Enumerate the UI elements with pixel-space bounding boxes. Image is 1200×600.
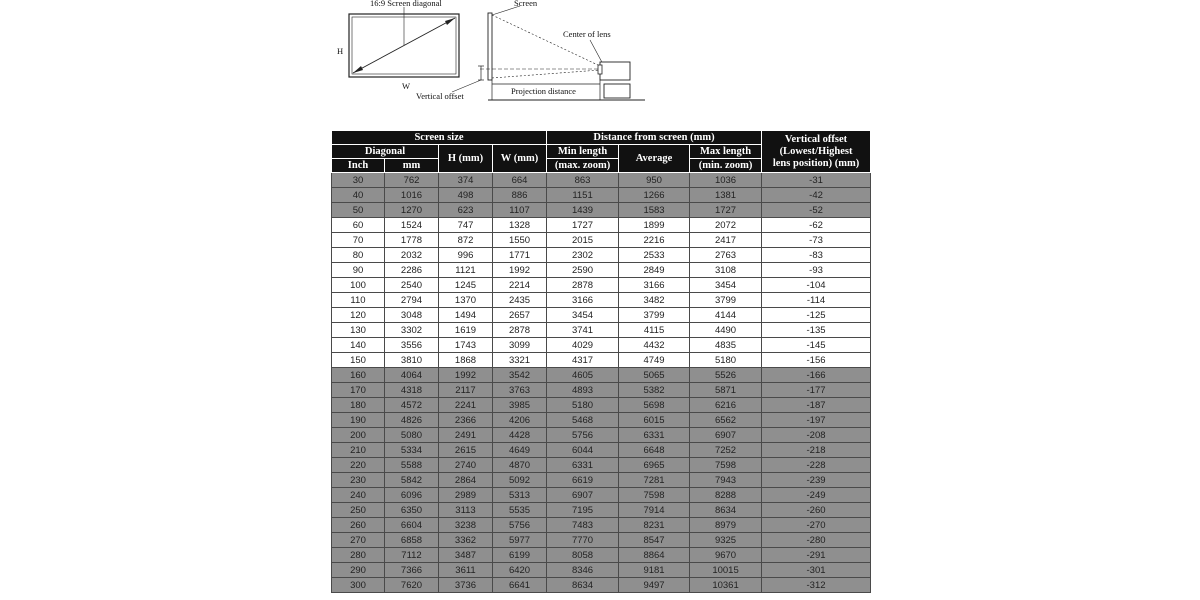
vertical-offset-cell: -249 — [762, 488, 871, 503]
table-row — [332, 323, 871, 338]
inch-cell: 40 — [332, 188, 385, 203]
h-mm-cell: 2989 — [439, 488, 493, 503]
h-mm-cell: 3736 — [439, 578, 493, 593]
vertical-offset-cell: -42 — [762, 188, 871, 203]
w-mm-cell: 3542 — [493, 368, 547, 383]
table-row — [332, 473, 871, 488]
min-length-cell: 6619 — [547, 473, 619, 488]
vertical-offset-cell: -135 — [762, 323, 871, 338]
min-zoom-header: (min. zoom) — [690, 159, 762, 173]
inch-cell: 100 — [332, 278, 385, 293]
h-mm-cell: 3487 — [439, 548, 493, 563]
vertical-offset-cell: -197 — [762, 413, 871, 428]
mm-cell: 2794 — [385, 293, 439, 308]
inch-cell: 70 — [332, 233, 385, 248]
h-mm-cell: 2491 — [439, 428, 493, 443]
table-row — [332, 458, 871, 473]
mm-cell: 1016 — [385, 188, 439, 203]
table-row — [332, 368, 871, 383]
vertical-offset-cell: -228 — [762, 458, 871, 473]
w-mm-cell: 5756 — [493, 518, 547, 533]
inch-cell: 270 — [332, 533, 385, 548]
mm-cell: 2286 — [385, 263, 439, 278]
vertical-offset-cell: -62 — [762, 218, 871, 233]
w-mm-cell: 886 — [493, 188, 547, 203]
screen-diagonal-label: 16:9 Screen diagonal — [370, 0, 442, 8]
max-length-cell: 6562 — [690, 413, 762, 428]
inch-cell: 230 — [332, 473, 385, 488]
max-length-cell: 8288 — [690, 488, 762, 503]
h-mm-cell: 374 — [439, 173, 493, 188]
vertical-offset-cell: -114 — [762, 293, 871, 308]
max-length-cell: 1727 — [690, 203, 762, 218]
max-zoom-header: (max. zoom) — [547, 159, 619, 173]
average-cell: 6965 — [619, 458, 690, 473]
vertical-offset-cell: -93 — [762, 263, 871, 278]
mm-cell: 3810 — [385, 353, 439, 368]
w-mm-cell: 6641 — [493, 578, 547, 593]
inch-cell: 200 — [332, 428, 385, 443]
beam-top — [492, 15, 600, 66]
projector-stand — [604, 84, 630, 98]
table-row — [332, 533, 871, 548]
w-mm-cell: 664 — [493, 173, 547, 188]
w-mm-cell: 1328 — [493, 218, 547, 233]
average-cell: 4432 — [619, 338, 690, 353]
projector-lens — [598, 65, 602, 74]
inch-cell: 80 — [332, 248, 385, 263]
beam-bottom — [492, 70, 600, 78]
inch-cell: 180 — [332, 398, 385, 413]
vertical-offset-header — [762, 131, 871, 173]
max-length-cell: 3108 — [690, 263, 762, 278]
inch-cell: 250 — [332, 503, 385, 518]
mm-cell: 5588 — [385, 458, 439, 473]
screen-size-header: Screen size — [332, 131, 547, 145]
h-mm-cell: 3362 — [439, 533, 493, 548]
mm-cell: 6096 — [385, 488, 439, 503]
vertical-offset-cell: -280 — [762, 533, 871, 548]
max-length-cell: 1036 — [690, 173, 762, 188]
mm-cell: 5080 — [385, 428, 439, 443]
table-row — [332, 188, 871, 203]
table-row — [332, 338, 871, 353]
vertical-offset-cell: -104 — [762, 278, 871, 293]
h-mm-cell: 2117 — [439, 383, 493, 398]
vertical-offset-cell: -83 — [762, 248, 871, 263]
table-row — [332, 443, 871, 458]
inch-cell: 170 — [332, 383, 385, 398]
inch-cell: 110 — [332, 293, 385, 308]
h-mm-cell: 1494 — [439, 308, 493, 323]
projector-body — [600, 62, 630, 80]
h-mm-cell: 2864 — [439, 473, 493, 488]
average-cell: 2849 — [619, 263, 690, 278]
table-row — [332, 383, 871, 398]
h-mm-cell: 2366 — [439, 413, 493, 428]
projection-distance-label: Projection distance — [511, 86, 576, 96]
mm-cell: 7366 — [385, 563, 439, 578]
average-cell: 5698 — [619, 398, 690, 413]
min-length-cell: 6044 — [547, 443, 619, 458]
w-mm-header: W (mm) — [493, 145, 547, 173]
vertical-offset-cell: -166 — [762, 368, 871, 383]
average-cell: 9497 — [619, 578, 690, 593]
max-length-cell: 9670 — [690, 548, 762, 563]
vertical-offset-label: Vertical offset — [416, 91, 464, 101]
table-row — [332, 248, 871, 263]
average-cell: 8231 — [619, 518, 690, 533]
max-length-cell: 2417 — [690, 233, 762, 248]
vertical-offset-cell: -218 — [762, 443, 871, 458]
inch-cell: 50 — [332, 203, 385, 218]
screen-label: Screen — [514, 0, 538, 8]
inch-cell: 90 — [332, 263, 385, 278]
mm-cell: 1778 — [385, 233, 439, 248]
h-mm-cell: 872 — [439, 233, 493, 248]
table-row — [332, 518, 871, 533]
average-cell: 4115 — [619, 323, 690, 338]
mm-cell: 1270 — [385, 203, 439, 218]
w-mm-cell: 3321 — [493, 353, 547, 368]
max-length-cell: 9325 — [690, 533, 762, 548]
w-mm-cell: 5977 — [493, 533, 547, 548]
min-length-cell: 8634 — [547, 578, 619, 593]
h-mm-cell: 1743 — [439, 338, 493, 353]
min-length-cell: 3454 — [547, 308, 619, 323]
min-length-cell: 8346 — [547, 563, 619, 578]
max-length-cell: 8979 — [690, 518, 762, 533]
max-length-cell: 8634 — [690, 503, 762, 518]
vertical-offset-cell: -125 — [762, 308, 871, 323]
inch-cell: 280 — [332, 548, 385, 563]
h-mm-cell: 3113 — [439, 503, 493, 518]
w-mm-cell: 5535 — [493, 503, 547, 518]
mm-cell: 6604 — [385, 518, 439, 533]
table-row — [332, 548, 871, 563]
mm-cell: 2032 — [385, 248, 439, 263]
vertical-offset-cell: -301 — [762, 563, 871, 578]
w-mm-cell: 1550 — [493, 233, 547, 248]
vertical-offset-cell: -270 — [762, 518, 871, 533]
h-mm-cell: 747 — [439, 218, 493, 233]
inch-cell: 120 — [332, 308, 385, 323]
projection-diagram — [0, 0, 660, 112]
inch-cell: 150 — [332, 353, 385, 368]
max-length-cell: 3799 — [690, 293, 762, 308]
vertical-offset-cell: -52 — [762, 203, 871, 218]
mm-cell: 5842 — [385, 473, 439, 488]
average-cell: 3166 — [619, 278, 690, 293]
inch-cell: 140 — [332, 338, 385, 353]
min-length-cell: 5756 — [547, 428, 619, 443]
min-length-cell: 4317 — [547, 353, 619, 368]
min-length-cell: 4605 — [547, 368, 619, 383]
table-row — [332, 503, 871, 518]
vertical-offset-cell: -156 — [762, 353, 871, 368]
height-label: H — [337, 46, 344, 56]
average-cell: 9181 — [619, 563, 690, 578]
h-mm-cell: 3238 — [439, 518, 493, 533]
width-label: W — [402, 81, 411, 91]
average-cell: 3799 — [619, 308, 690, 323]
vertical-offset-cell: -312 — [762, 578, 871, 593]
min-length-cell: 7483 — [547, 518, 619, 533]
w-mm-cell: 3985 — [493, 398, 547, 413]
min-length-cell: 5180 — [547, 398, 619, 413]
vertical-offset-cell: -239 — [762, 473, 871, 488]
max-length-cell: 2072 — [690, 218, 762, 233]
mm-cell: 4064 — [385, 368, 439, 383]
table-row — [332, 413, 871, 428]
inch-cell: 300 — [332, 578, 385, 593]
min-length-cell: 1151 — [547, 188, 619, 203]
mm-cell: 4572 — [385, 398, 439, 413]
table-row — [332, 563, 871, 578]
inch-cell: 220 — [332, 458, 385, 473]
w-mm-cell: 4649 — [493, 443, 547, 458]
h-mm-cell: 498 — [439, 188, 493, 203]
h-mm-cell: 623 — [439, 203, 493, 218]
average-cell: 6015 — [619, 413, 690, 428]
inch-cell: 290 — [332, 563, 385, 578]
average-cell: 2533 — [619, 248, 690, 263]
mm-cell: 7112 — [385, 548, 439, 563]
w-mm-cell: 4428 — [493, 428, 547, 443]
h-mm-cell: 3611 — [439, 563, 493, 578]
h-mm-cell: 2241 — [439, 398, 493, 413]
max-length-cell: 5526 — [690, 368, 762, 383]
inch-cell: 160 — [332, 368, 385, 383]
average-cell: 1899 — [619, 218, 690, 233]
vertical-offset-cell: -31 — [762, 173, 871, 188]
inch-cell: 60 — [332, 218, 385, 233]
inch-cell: 190 — [332, 413, 385, 428]
mm-cell: 2540 — [385, 278, 439, 293]
mm-cell: 4318 — [385, 383, 439, 398]
min-length-header: Min length — [547, 145, 619, 159]
vertical-offset-line-2: (Lowest/Highest — [779, 145, 853, 157]
table-row — [332, 293, 871, 308]
w-mm-cell: 2435 — [493, 293, 547, 308]
max-length-cell: 10361 — [690, 578, 762, 593]
mm-cell: 6858 — [385, 533, 439, 548]
table-row — [332, 278, 871, 293]
vertical-offset-line-3: lens position) (mm) — [772, 157, 860, 169]
mm-cell: 3048 — [385, 308, 439, 323]
average-cell: 4749 — [619, 353, 690, 368]
average-cell: 1266 — [619, 188, 690, 203]
diagonal-arrowhead-top — [445, 18, 455, 25]
w-mm-cell: 2214 — [493, 278, 547, 293]
min-length-cell: 4029 — [547, 338, 619, 353]
min-length-cell: 2590 — [547, 263, 619, 278]
max-length-cell: 6907 — [690, 428, 762, 443]
projection-spec-table — [331, 130, 871, 593]
min-length-cell: 3741 — [547, 323, 619, 338]
mm-header: mm — [385, 159, 439, 173]
table-row — [332, 308, 871, 323]
table-row — [332, 488, 871, 503]
min-length-cell: 2878 — [547, 278, 619, 293]
vertical-offset-line-1: Vertical offset — [784, 133, 848, 145]
max-length-header: Max length — [690, 145, 762, 159]
inch-cell: 210 — [332, 443, 385, 458]
h-mm-cell: 1992 — [439, 368, 493, 383]
average-cell: 8547 — [619, 533, 690, 548]
distance-header: Distance from screen (mm) — [547, 131, 762, 145]
inch-cell: 240 — [332, 488, 385, 503]
vertical-offset-cell: -260 — [762, 503, 871, 518]
inch-cell: 260 — [332, 518, 385, 533]
average-cell: 950 — [619, 173, 690, 188]
diagonal-arrowhead-bottom — [353, 66, 363, 73]
max-length-cell: 6216 — [690, 398, 762, 413]
min-length-cell: 1439 — [547, 203, 619, 218]
table-row — [332, 203, 871, 218]
w-mm-cell: 5092 — [493, 473, 547, 488]
average-cell: 5382 — [619, 383, 690, 398]
w-mm-cell: 6420 — [493, 563, 547, 578]
max-length-cell: 5180 — [690, 353, 762, 368]
h-mm-cell: 1370 — [439, 293, 493, 308]
table-row — [332, 263, 871, 278]
w-mm-cell: 4870 — [493, 458, 547, 473]
average-cell: 1583 — [619, 203, 690, 218]
table-row — [332, 353, 871, 368]
max-length-cell: 7598 — [690, 458, 762, 473]
vertical-offset-cell: -187 — [762, 398, 871, 413]
w-mm-cell: 6199 — [493, 548, 547, 563]
min-length-cell: 2302 — [547, 248, 619, 263]
max-length-cell: 4490 — [690, 323, 762, 338]
h-mm-cell: 2615 — [439, 443, 493, 458]
max-length-cell: 10015 — [690, 563, 762, 578]
table-row — [332, 233, 871, 248]
table-row — [332, 398, 871, 413]
inch-cell: 130 — [332, 323, 385, 338]
w-mm-cell: 2878 — [493, 323, 547, 338]
max-length-cell: 4144 — [690, 308, 762, 323]
h-mm-cell: 2740 — [439, 458, 493, 473]
vertical-offset-cell: -291 — [762, 548, 871, 563]
h-mm-cell: 1245 — [439, 278, 493, 293]
table-row — [332, 218, 871, 233]
h-mm-cell: 1868 — [439, 353, 493, 368]
max-length-cell: 7252 — [690, 443, 762, 458]
max-length-cell: 3454 — [690, 278, 762, 293]
inch-header: Inch — [332, 159, 385, 173]
min-length-cell: 5468 — [547, 413, 619, 428]
diagonal-header: Diagonal — [332, 145, 439, 159]
min-length-cell: 7770 — [547, 533, 619, 548]
mm-cell: 5334 — [385, 443, 439, 458]
min-length-cell: 8058 — [547, 548, 619, 563]
table-row — [332, 428, 871, 443]
average-cell: 6648 — [619, 443, 690, 458]
average-cell: 7914 — [619, 503, 690, 518]
min-length-cell: 7195 — [547, 503, 619, 518]
min-length-cell: 6907 — [547, 488, 619, 503]
center-of-lens-label: Center of lens — [563, 29, 611, 39]
w-mm-cell: 1992 — [493, 263, 547, 278]
mm-cell: 3556 — [385, 338, 439, 353]
mm-cell: 7620 — [385, 578, 439, 593]
min-length-cell: 1727 — [547, 218, 619, 233]
h-mm-cell: 996 — [439, 248, 493, 263]
table-row — [332, 578, 871, 593]
max-length-cell: 2763 — [690, 248, 762, 263]
h-mm-cell: 1121 — [439, 263, 493, 278]
h-mm-cell: 1619 — [439, 323, 493, 338]
max-length-cell: 1381 — [690, 188, 762, 203]
max-length-cell: 4835 — [690, 338, 762, 353]
average-cell: 8864 — [619, 548, 690, 563]
average-cell: 6331 — [619, 428, 690, 443]
max-length-cell: 7943 — [690, 473, 762, 488]
w-mm-cell: 2657 — [493, 308, 547, 323]
table-row — [332, 173, 871, 188]
vertical-offset-cell: -145 — [762, 338, 871, 353]
w-mm-cell: 1771 — [493, 248, 547, 263]
min-length-cell: 6331 — [547, 458, 619, 473]
average-cell: 5065 — [619, 368, 690, 383]
vertical-offset-cell: -177 — [762, 383, 871, 398]
min-length-cell: 4893 — [547, 383, 619, 398]
vertical-offset-cell: -73 — [762, 233, 871, 248]
max-length-cell: 5871 — [690, 383, 762, 398]
mm-cell: 4826 — [385, 413, 439, 428]
mm-cell: 1524 — [385, 218, 439, 233]
side-screen — [488, 13, 492, 80]
vertical-offset-cell: -208 — [762, 428, 871, 443]
min-length-cell: 2015 — [547, 233, 619, 248]
mm-cell: 3302 — [385, 323, 439, 338]
average-cell: 7281 — [619, 473, 690, 488]
mm-cell: 6350 — [385, 503, 439, 518]
average-cell: 7598 — [619, 488, 690, 503]
average-header: Average — [619, 145, 690, 173]
w-mm-cell: 5313 — [493, 488, 547, 503]
min-length-cell: 863 — [547, 173, 619, 188]
mm-cell: 762 — [385, 173, 439, 188]
table-body — [332, 173, 871, 593]
inch-cell: 30 — [332, 173, 385, 188]
w-mm-cell: 1107 — [493, 203, 547, 218]
average-cell: 3482 — [619, 293, 690, 308]
h-mm-header: H (mm) — [439, 145, 493, 173]
w-mm-cell: 4206 — [493, 413, 547, 428]
min-length-cell: 3166 — [547, 293, 619, 308]
average-cell: 2216 — [619, 233, 690, 248]
w-mm-cell: 3763 — [493, 383, 547, 398]
w-mm-cell: 3099 — [493, 338, 547, 353]
